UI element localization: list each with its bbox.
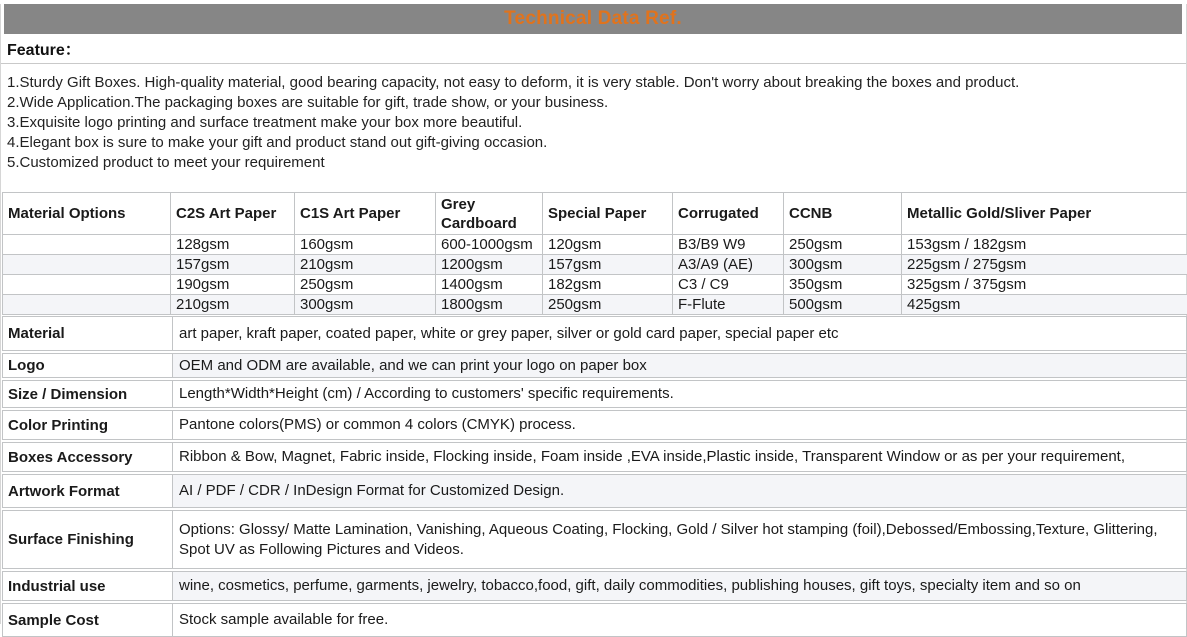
feature-list: [1, 64, 1186, 177]
column-header: C1S Art Paper: [295, 193, 436, 235]
table-cell: 1800gsm: [436, 295, 543, 315]
table-cell: 1200gsm: [436, 255, 543, 275]
column-header: C2S Art Paper: [171, 193, 295, 235]
table-cell: B3/B9 W9: [673, 235, 784, 255]
feature-item: 1.Sturdy Gift Boxes. High-quality material, good bearing capacity, not easy to deform, it is very stable. Don't worry about breaking the boxes and product.: [7, 73, 1180, 93]
materials-header-row: [3, 193, 1187, 235]
table-cell: 182gsm: [543, 275, 673, 295]
column-header: Material Options: [3, 193, 171, 235]
table-cell: 157gsm: [171, 255, 295, 275]
spec-value: Length*Width*Height (cm) / According to customers' specific requirements.: [173, 381, 1186, 407]
column-header: Special Paper: [543, 193, 673, 235]
table-cell: F-Flute: [673, 295, 784, 315]
spec-value: Ribbon & Bow, Magnet, Fabric inside, Flocking inside, Foam inside ,EVA inside,Plastic inside, Transparent Window or as per your requirement,: [173, 443, 1186, 471]
spec-value: Stock sample available for free.: [173, 604, 1186, 636]
table-cell: 160gsm: [295, 235, 436, 255]
page: [0, 4, 1187, 624]
feature-item: 5.Customized product to meet your requirement: [7, 153, 1180, 173]
spec-row-color-printing: [2, 410, 1187, 440]
spec-value: wine, cosmetics, perfume, garments, jewelry, tobacco,food, gift, daily commodities, publishing houses, gift toys, specialty item and so on: [173, 572, 1186, 600]
column-header: Corrugated: [673, 193, 784, 235]
table-cell: 120gsm: [543, 235, 673, 255]
feature-item: 2.Wide Application.The packaging boxes are suitable for gift, trade show, or your business.: [7, 93, 1180, 113]
table-cell: 300gsm: [784, 255, 902, 275]
spec-label: Color Printing: [3, 411, 173, 439]
feature-item: 3.Exquisite logo printing and surface treatment make your box more beautiful.: [7, 113, 1180, 133]
feature-heading: Feature：: [7, 37, 81, 60]
column-header: Grey Cardboard: [436, 193, 543, 235]
feature-heading-row: [1, 34, 1186, 64]
table-cell: C3 / C9: [673, 275, 784, 295]
table-cell: 250gsm: [543, 295, 673, 315]
table-cell: 300gsm: [295, 295, 436, 315]
table-cell: 600-1000gsm: [436, 235, 543, 255]
table-cell: 250gsm: [784, 235, 902, 255]
spec-label: Surface Finishing: [3, 511, 173, 568]
spec-row-sample-cost: [2, 603, 1187, 637]
spec-label: Artwork Format: [3, 475, 173, 507]
spec-label: Size / Dimension: [3, 381, 173, 407]
table-cell: 210gsm: [171, 295, 295, 315]
table-row: [3, 275, 1187, 295]
table-row: [3, 295, 1187, 315]
table-cell: 500gsm: [784, 295, 902, 315]
spec-label: Logo: [3, 354, 173, 377]
spec-row-artwork-format: [2, 474, 1187, 508]
table-row: [3, 255, 1187, 275]
spec-row-surface-finishing: [2, 510, 1187, 569]
table-cell: [3, 295, 171, 315]
spec-value: OEM and ODM are available, and we can print your logo on paper box: [173, 354, 1186, 377]
table-cell: 157gsm: [543, 255, 673, 275]
table-cell: [3, 235, 171, 255]
spec-row-industrial-use: [2, 571, 1187, 601]
feature-item: 4.Elegant box is sure to make your gift and product stand out gift-giving occasion.: [7, 133, 1180, 153]
page-title: Technical Data Ref.: [504, 8, 682, 30]
table-cell: 153gsm / 182gsm: [902, 235, 1187, 255]
spec-rows: [2, 316, 1187, 637]
table-cell: [3, 255, 171, 275]
spec-label: Sample Cost: [3, 604, 173, 636]
materials-body: [3, 235, 1187, 315]
spec-value: Pantone colors(PMS) or common 4 colors (CMYK) process.: [173, 411, 1186, 439]
spec-row-size-dimension: [2, 380, 1187, 408]
table-cell: 1400gsm: [436, 275, 543, 295]
column-header: CCNB: [784, 193, 902, 235]
table-cell: [3, 275, 171, 295]
column-header: Metallic Gold/Sliver Paper: [902, 193, 1187, 235]
spec-value: AI / PDF / CDR / InDesign Format for Customized Design.: [173, 475, 1186, 507]
spec-row-logo: [2, 353, 1187, 378]
table-cell: 325gsm / 375gsm: [902, 275, 1187, 295]
table-cell: 190gsm: [171, 275, 295, 295]
spec-label: Boxes Accessory: [3, 443, 173, 471]
spec-row-material: [2, 316, 1187, 351]
table-cell: 128gsm: [171, 235, 295, 255]
spec-row-boxes-accessory: [2, 442, 1187, 472]
spec-value: Options: Glossy/ Matte Lamination, Vanishing, Aqueous Coating, Flocking, Gold / Silver hot stamping (foil),Debossed/Embossing,Texture, Glittering, Spot UV as Following Pictures and Videos.: [173, 511, 1186, 568]
spec-value: art paper, kraft paper, coated paper, white or grey paper, silver or gold card paper, special paper etc: [173, 317, 1186, 350]
table-cell: 210gsm: [295, 255, 436, 275]
table-cell: 425gsm: [902, 295, 1187, 315]
materials-table: [2, 192, 1187, 315]
spec-label: Material: [3, 317, 173, 350]
title-band: [4, 4, 1182, 34]
table-cell: 350gsm: [784, 275, 902, 295]
table-cell: 250gsm: [295, 275, 436, 295]
table-row: [3, 235, 1187, 255]
spec-label: Industrial use: [3, 572, 173, 600]
table-cell: 225gsm / 275gsm: [902, 255, 1187, 275]
table-cell: A3/A9 (AE): [673, 255, 784, 275]
